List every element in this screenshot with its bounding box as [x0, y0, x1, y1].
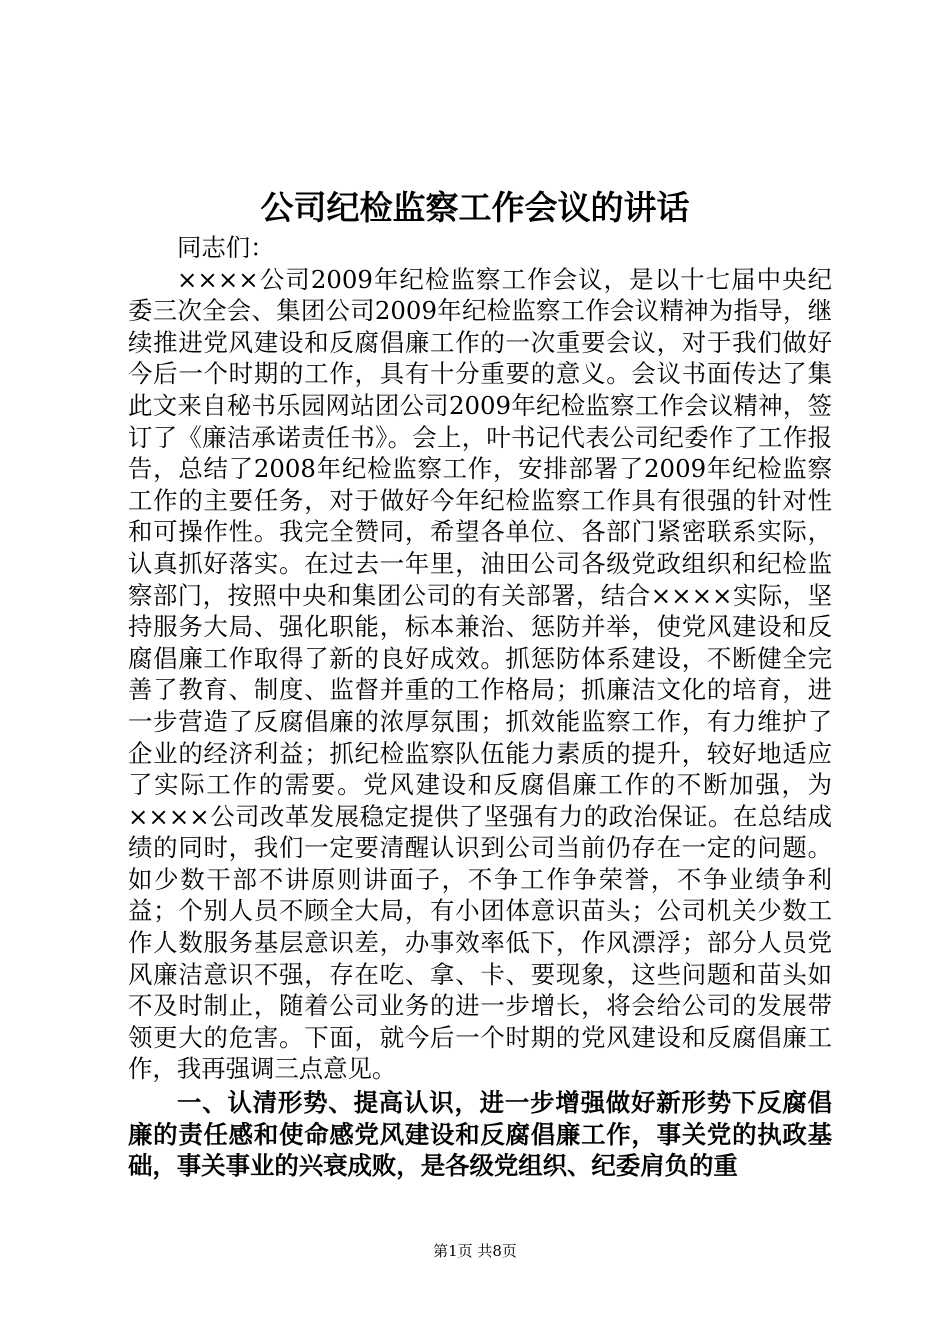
body-paragraph: ××××公司2009年纪检监察工作会议，是以十七届中央纪委三次全会、集团公司2009年纪检监察工作会议精神为指导，继续推进党风建设和反腐倡廉工作的一次重要会议，对于我们做好今后一个时期的工作，具有十分重要的意义。会议书面传达了集此文来自秘书乐园网站团公司2009年纪检监察工作会议精神，签订了《廉洁承诺责任书》。会上，叶书记代表公司纪委作了工作报告，总结了2008年纪检监察工作，安排部署了2009年纪检监察工作的主要任务，对于做好今年纪检监察工作具有很强的针对性和可操作性。我完全赞同，希望各单位、各部门紧密联系实际，认真抓好落实。在过去一年里，油田公司各级党政组织和纪检监察部门，按照中央和集团公司的有关部署，结合××××实际，坚持服务大局、强化职能，标本兼治、惩防并举，使党风建设和反腐倡廉工作取得了新的良好成效。抓惩防体系建设，不断健全完善了教育、制度、监督并重的工作格局；抓廉洁文化的培育，进一步营造了反腐倡廉的浓厚氛围；抓效能监察工作，有力维护了企业的经济利益；抓纪检监察队伍能力素质的提升，较好地适应了实际工作的需要。党风建设和反腐倡廉工作的不断加强，为××××公司改革发展稳定提供了坚强有力的政治保证。在总结成绩的同时，我们一定要清醒认识到公司当前仍存在一定的问题。如少数干部不讲原则讲面子，不争工作争荣誉，不争业绩争利益；个别人员不顾全大局，有小团体意识苗头；公司机关少数工作人数服务基层意识差，办事效率低下，作风漂浮；部分人员党风廉洁意识不强，存在吃、拿、卡、要现象，这些问题和苗头如不及时制止，随着公司业务的进一步增长，将会给公司的发展带领更大的危害。下面，就今后一个时期的党风建设和反腐倡廉工作，我再强调三点意见。	[128, 264, 832, 1084]
document-body	[128, 232, 832, 1182]
document-title: 公司纪检监察工作会议的讲话	[260, 188, 690, 227]
section-heading-paragraph: 一、认清形势、提高认识，进一步增强做好新形势下反腐倡廉的责任感和使命感党风建设和反腐倡廉工作，事关党的执政基础，事关事业的兴衰成败，是各级党组织、纪委肩负的重	[128, 1088, 832, 1181]
page-footer: 第1页 共8页	[433, 1242, 517, 1260]
salutation: 同志们：	[177, 233, 275, 262]
